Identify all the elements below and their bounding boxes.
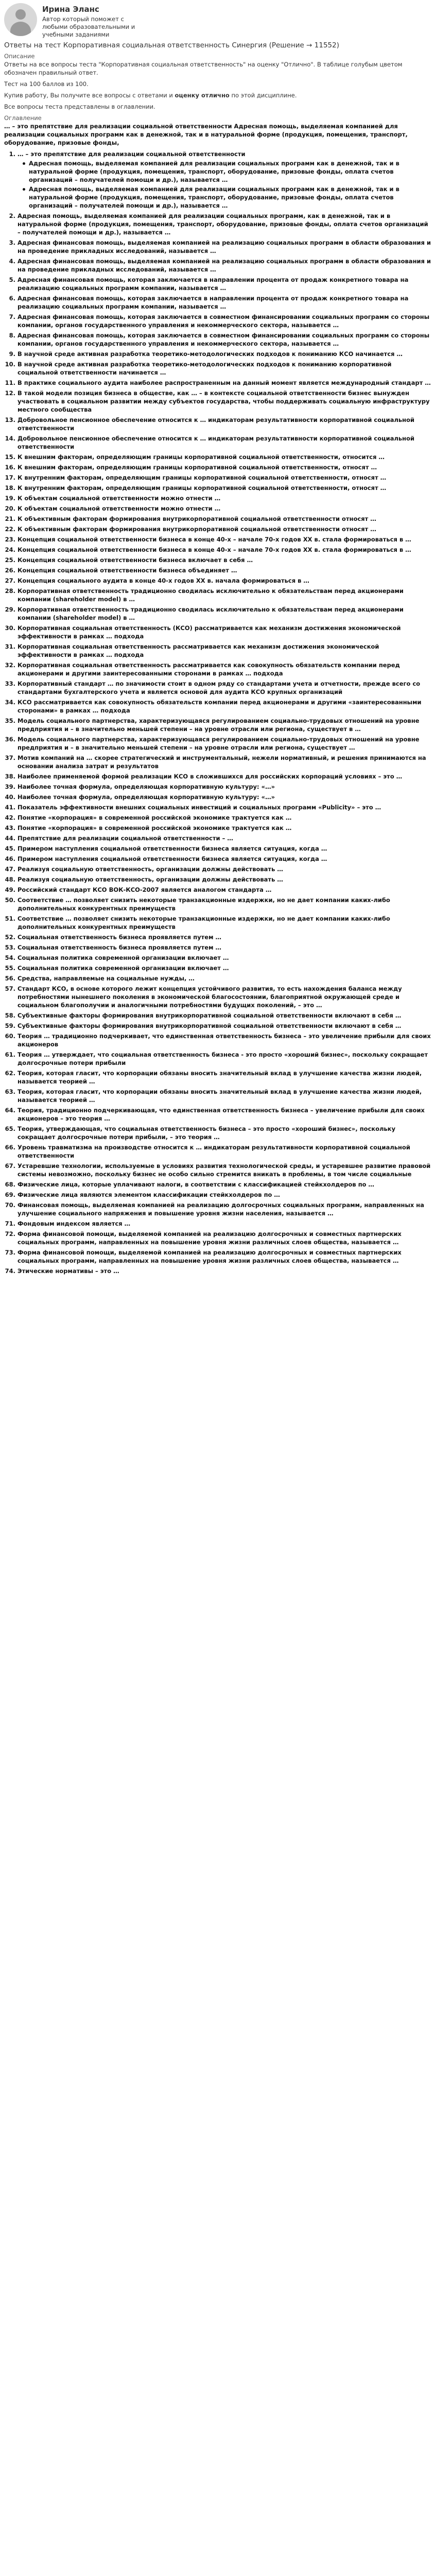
question-text: Адресная финансовая помощь, выделяемая компанией на реализацию социальных программ в области образования и на проведение прикладных исследований, называется … — [18, 258, 431, 273]
question-item[interactable] — [18, 434, 432, 451]
question-text: КСО рассматривается как совокупность обязательств компании перед акционерами и другими «заинтересованными сторонами» в рамках … подхода — [18, 699, 422, 714]
question-text: Физические лица, которые уплачивают налоги, в соответствии с классификацией стейкхолдеров по … — [18, 1181, 375, 1188]
question-item[interactable] — [18, 824, 432, 832]
question-text: Корпоративная ответственность традиционно сводилась исключительно к обязательствам перед акционерами компании (shareholder model) в … — [18, 587, 404, 603]
sub-question-item[interactable]: Адресная помощь, выделяемая компанией для реализации социальных программ как в денежной, так и в натуральной форме (продукция, помещения, транспорт, оборудование, призовые фонды, оплата счетов организаций – получателей помощи и др.), называется … — [29, 185, 432, 210]
question-item[interactable] — [18, 1106, 432, 1123]
page-title: Ответы на тест Корпоративная социальная ответственность Синергия (Решение → 11552) — [4, 41, 339, 49]
question-text: В научной среде активная разработка теоретико-методологических подходов к пониманию КСО начинается … — [18, 350, 403, 358]
question-text: Физические лица являются элементом классификации стейкхолдеров по … — [18, 1191, 280, 1198]
question-item[interactable] — [18, 1191, 432, 1199]
question-text: Теория … утверждает, что социальная ответственность бизнеса - это просто «хороший бизнес», поскольку сокращает долгосрочные потери прибыли — [18, 1051, 428, 1066]
question-item[interactable] — [18, 1125, 432, 1141]
question-item[interactable] — [18, 212, 432, 236]
question-item[interactable] — [18, 150, 432, 210]
author-name[interactable]: Ирина Эланс — [42, 5, 99, 14]
question-text: Форма финансовой помощи, выделяемой компанией на реализацию долгосрочных и совместных партнерских социальных программ, направленных на повышение уровня жизни различных слоев общества, называется … — [18, 1249, 402, 1264]
question-text: Субъективные факторы формирования внутрикорпоративной социальной ответственности включают в себя … — [18, 1012, 402, 1019]
question-text: Соответствие … позволяет снизить некоторые транзакционные издержки, но не дает компании каких-либо дополнительных конкурентных преимуществ — [18, 896, 390, 912]
question-text: В практике социального аудита наиболее распространенным на данный момент является международный стандарт … — [18, 379, 431, 386]
question-item[interactable] — [18, 735, 432, 752]
question-text: Наиболее точная формула, определяющая корпоративную культуру: «…» — [18, 783, 275, 790]
question-text: Концепция социальной ответственности бизнеса включает в себя … — [18, 556, 253, 564]
question-text: Форма финансовой помощи, выделяемой компанией на реализацию долгосрочных и совместных партнерских социальных программ, направленных на повышение уровня жизни различных слоев общества, называется … — [18, 1230, 402, 1246]
question-item[interactable] — [18, 239, 432, 255]
author-block — [4, 3, 432, 39]
question-item[interactable] — [18, 525, 432, 533]
question-item[interactable] — [18, 1162, 432, 1178]
question-text: Стандарт КСО, в основе которого лежит концепция устойчивого развития, то есть нахождения баланса между потребностями нынешнего поколения в экономической благосостоянии, благоприятной окружающей среде и социальном благополучии и аналогичными потребностями будущих поколений, – это … — [18, 985, 402, 1009]
author-tagline: Автор который поможет с любыми образовательными и учебными заданиями — [42, 15, 135, 38]
question-item[interactable] — [18, 680, 432, 696]
question-text: Корпоративная социальная ответственность рассматривается как механизм достижения экономической эффективности в рамках … подхода — [18, 643, 379, 658]
question-text: Примером наступления социальной ответственности бизнеса является ситуация, когда … — [18, 855, 327, 862]
question-item[interactable] — [18, 1248, 432, 1265]
question-text: Адресная финансовая помощь, которая заключается в направлении процента от продаж конкретного товара на реализацию социальных программ компании, называется … — [18, 295, 409, 310]
question-item[interactable] — [18, 276, 432, 292]
contents-label: Оглавление — [4, 114, 42, 122]
question-item[interactable] — [18, 954, 432, 962]
question-text: К объектам социальной ответственности можно отнести … — [18, 505, 221, 512]
question-text: Социальная политика современной организации включает … — [18, 954, 229, 961]
question-text: Теория, традиционно подчеркивающая, что единственная ответственность бизнеса – увеличение прибыли для своих акционеров – это теория … — [18, 1107, 425, 1122]
question-item[interactable] — [18, 313, 432, 329]
description-score: Тест на 100 баллов из 100. — [4, 80, 89, 88]
question-item[interactable] — [18, 698, 432, 715]
question-text: Уровень травматизма на производстве относится к … индикаторам результативности корпоративной социальной ответственности — [18, 1144, 410, 1159]
question-text: Социальная ответственность бизнеса проявляется путем … — [18, 944, 222, 951]
question-text: Адресная финансовая помощь, которая заключается в совместном финансировании социальных программ со стороны компании, органов государственного управления и некоммерческого сектора, называется … — [18, 313, 430, 329]
question-item[interactable] — [18, 754, 432, 770]
question-text: Устаревшие технологии, используемые в условиях развития технологической среды, и устаревшее развитие правовой системы невозможно, поскольку бизнес не особо сильно стремится вникать в проблемы, в том числе социальные — [18, 1162, 431, 1178]
question-item[interactable] — [18, 865, 432, 873]
question-text: Реализуя социальную ответственность, организации должны действовать … — [18, 876, 283, 883]
question-text: Модель социального партнерства, характеризующаяся регулированием социально-трудовых отношений на уровне предприятия и – в значительно меньшей степени – на уровне отрасли или региона, существует … — [18, 736, 420, 751]
question-item[interactable] — [18, 463, 432, 471]
question-text: Субъективные факторы формирования внутрикорпоративной социальной ответственности включают в себя … — [18, 1022, 402, 1029]
question-text: В такой модели позиция бизнеса в обществе, как … – в контексте социальной ответственности бизнес вынужден участвовать в социальном развитии между субъектов государства, чтобы поддерживать социальную инфраструктуру местного сообщества — [18, 389, 430, 413]
question-text: Фондовым индексом является … — [18, 1220, 131, 1227]
question-text: Корпоративная социальная ответственность рассматривается как совокупность обязательств компании перед акционерами и другими заинтересованными сторонами в рамках … подхода — [18, 662, 400, 677]
question-text: Корпоративный стандарт … по значимости стоит в одном ряду со стандартами учета и отчетности, прежде всего со стандартами бухгалтерского учета и является основой для аудита КСО крупных организаций — [18, 680, 421, 696]
question-item[interactable] — [18, 642, 432, 659]
question-item[interactable] — [18, 1219, 432, 1228]
question-text: Финансовая помощь, выделяемая компанией на реализацию долгосрочных социальных программ, направленных на улучшение социального напряжения и повышение уровня жизни населения, называется … — [18, 1201, 425, 1217]
question-item[interactable] — [18, 294, 432, 311]
question-text: Адресная финансовая помощь, которая заключается в совместном финансировании социальных программ со стороны компании, органов государственного управления и некоммерческого сектора, называется … — [18, 332, 430, 347]
question-item[interactable] — [18, 844, 432, 853]
question-text: Теория, которая гласит, что корпорации обязаны вносить значительный вклад в улучшение качества жизни людей, называется теорией … — [18, 1070, 422, 1085]
question-text: Добровольное пенсионное обеспечение относится к … индикаторам результативности корпоративной социальной ответственности — [18, 416, 415, 432]
question-text: К внутренним факторам, определяющим границы корпоративной социальной ответственности, относят … — [18, 484, 387, 492]
sub-question-list — [18, 159, 432, 210]
question-item[interactable] — [18, 484, 432, 492]
question-text: Средства, направляемые на социальные нужды, … — [18, 975, 195, 982]
question-item[interactable] — [18, 566, 432, 574]
description-purchase — [4, 91, 432, 99]
question-text: Реализуя социальную ответственность, организации должны действовать … — [18, 866, 283, 873]
question-item[interactable] — [18, 556, 432, 564]
question-item[interactable] — [18, 331, 432, 348]
question-item[interactable] — [18, 416, 432, 432]
question-item[interactable] — [18, 624, 432, 640]
question-item[interactable] — [18, 855, 432, 863]
question-item[interactable] — [18, 896, 432, 912]
question-text: Теория, утверждающая, что социальная ответственность бизнеса – это просто «хороший бизнес», поскольку сокращает долгосрочные потери прибыли, – это теория … — [18, 1125, 396, 1141]
question-text: К внутренним факторам, определяющим границы корпоративной социальной ответственности, относят … — [18, 474, 387, 481]
question-text: Этические нормативы – это … — [18, 1267, 119, 1275]
question-item[interactable] — [18, 793, 432, 801]
question-item[interactable] — [18, 257, 432, 274]
question-text: Адресная финансовая помощь, которая заключается в направлении процента от продаж конкретного товара на реализацию социальных программ компании, называется … — [18, 276, 409, 292]
question-item[interactable] — [18, 661, 432, 677]
question-item[interactable] — [18, 1050, 432, 1067]
question-text: К объективным факторам формирования внутрикорпоративной социальной ответственности относят … — [18, 515, 376, 522]
question-item[interactable] — [18, 772, 432, 781]
question-item[interactable] — [18, 605, 432, 622]
description-contents-note: Все вопросы теста представлены в оглавлении. — [4, 103, 155, 110]
question-text: Корпоративная социальная ответственность (КСО) рассматривается как механизм достижения экономической эффективности в рамках … подхода — [18, 624, 401, 640]
sub-question-item[interactable]: Адресная помощь, выделяемая компанией для реализации социальных программ как в денежной, так и в натуральной форме (продукция, помещения, транспорт, оборудование, призовые фонды, оплата счетов организаций – получателей помощи и др.), называется … — [29, 159, 432, 184]
question-text: Социальная ответственность бизнеса проявляется путем … — [18, 934, 222, 941]
question-text: В научной среде активная разработка теоретико-методологических подходов к пониманию корпоративной социальной ответственности начинается … — [18, 361, 392, 376]
question-text: Наиболее применяемой формой реализации КСО в сложившихся для российских корпораций условиях – это … — [18, 773, 403, 780]
question-text: Адресная помощь, выделяемая компанией для реализации социальных программ, как в денежной, так и в натуральной форме (продукция, помещения, транспорт, оборудование, призовые фонды, оплата счетов организаций – получателей помощи и др.), называется … — [18, 212, 428, 236]
description-text: Ответы на все вопросы теста "Корпоративная социальная ответственность" на оценку "Отлично". В таблице голубым цветом обозначен правильный ответ. — [4, 61, 403, 76]
question-text: Концепция социальной ответственности бизнеса объединяет … — [18, 567, 237, 574]
author-info — [42, 3, 150, 39]
question-text: Модель социального партнерства, характеризующаяся регулированием социально-трудовых отношений на уровне предприятия и – в значительно меньшей степени – на уровне отрасли или региона, существует в … — [18, 717, 420, 733]
question-item[interactable] — [18, 943, 432, 952]
question-item[interactable] — [18, 834, 432, 842]
question-item[interactable] — [18, 350, 432, 358]
question-text: Наиболее точная формула, определяющая корпоративную культуру: «…» — [18, 793, 275, 801]
question-item[interactable] — [18, 535, 432, 544]
question-text: … – это препятствие для реализации социальной ответственности — [18, 150, 246, 158]
question-item[interactable] — [18, 1230, 432, 1246]
question-text: Препятствие для реализации социальной ответственности – … — [18, 835, 233, 842]
question-item[interactable] — [18, 515, 432, 523]
question-text: Концепция социального аудита в конце 40-х годов XX в. начала формироваться в … — [18, 577, 309, 584]
question-text: Концепция социальной ответственности бизнеса в конце 40-х – начале 70-х годов XX в. стала формироваться в … — [18, 546, 411, 553]
avatar-body-shape — [10, 22, 31, 36]
question-item[interactable] — [18, 1267, 432, 1275]
question-text: К внешним факторам, определяющим границы корпоративной социальной ответственности, относят … — [18, 464, 377, 471]
question-item[interactable] — [18, 494, 432, 502]
question-text: К объективным факторам формирования внутрикорпоративной социальной ответственности относят … — [18, 526, 376, 533]
purchase-text-end: по этой дисциплине. — [229, 92, 297, 99]
question-text: Социальная политика современной организации включает … — [18, 964, 229, 972]
question-item[interactable] — [18, 964, 432, 972]
question-text: Добровольное пенсионное обеспечение относится к … индикаторам результативности корпоративной социальной ответственности — [18, 435, 415, 450]
question-text: Российский стандарт КСО ВОК-КСО-2007 является аналогом стандарта … — [18, 886, 272, 893]
description-label: Описание — [4, 53, 35, 60]
question-item[interactable] — [18, 587, 432, 603]
question-item[interactable] — [18, 974, 432, 982]
question-item[interactable] — [18, 504, 432, 513]
question-text: Понятие «корпорация» в современной российской экономике трактуется как … — [18, 814, 292, 821]
question-item[interactable] — [18, 717, 432, 733]
question-item[interactable] — [18, 1032, 432, 1048]
question-item[interactable] — [18, 933, 432, 941]
question-item[interactable] — [18, 1069, 432, 1086]
question-item[interactable] — [18, 875, 432, 884]
question-item[interactable] — [18, 1143, 432, 1160]
question-item[interactable] — [18, 914, 432, 931]
question-text: Теория … традиционно подчеркивает, что единственная ответственность бизнеса – это увеличение прибыли для своих акционеров — [18, 1032, 431, 1048]
question-item[interactable] — [18, 473, 432, 482]
question-text: К внешним факторам, определяющим границы корпоративной социальной ответственности, относится … — [18, 453, 385, 461]
question-item[interactable] — [18, 1088, 432, 1104]
question-text: Соответствие … позволяет снизить некоторые транзакционные издержки, но не дает компании каких-либо дополнительных конкурентных преимуществ — [18, 915, 390, 930]
question-item[interactable] — [18, 985, 432, 1009]
question-text: Концепция социальной ответственности бизнеса в конце 40-х – начале 70-х годов XX в. стала формироваться в … — [18, 536, 411, 543]
question-item[interactable] — [18, 379, 432, 387]
avatar[interactable] — [4, 3, 37, 36]
question-text: Мотив компаний на … скорее стратегический и инструментальный, нежели нормативный, и решения принимаются на основании анализа затрат и результатов — [18, 754, 426, 770]
question-item[interactable] — [18, 803, 432, 811]
question-item[interactable] — [18, 453, 432, 461]
question-item[interactable] — [18, 783, 432, 791]
question-item[interactable] — [18, 886, 432, 894]
question-list — [4, 150, 432, 1275]
question-text: Показатель эффективности внешних социальных инвестиций и социальных программ «Publicity» – это … — [18, 804, 381, 811]
question-item[interactable] — [18, 1201, 432, 1217]
avatar-head-shape — [15, 9, 26, 20]
question-text: Понятие «корпорация» в современной российской экономике трактуется как … — [18, 824, 292, 832]
question-item[interactable] — [18, 814, 432, 822]
question-text: Примером наступления социальной ответственности бизнеса является ситуация, когда … — [18, 845, 327, 852]
page — [0, 0, 436, 1282]
purchase-text-bold: оценку отлично — [175, 92, 230, 99]
question-item[interactable] — [18, 1011, 432, 1020]
question-item[interactable] — [18, 1180, 432, 1189]
purchase-text-start: Купив работу, Вы получите все вопросы с ответами и — [4, 92, 175, 99]
question-text: К объектам социальной ответственности можно отнести … — [18, 495, 221, 502]
question-item[interactable] — [18, 389, 432, 414]
question-item[interactable] — [18, 577, 432, 585]
question-text: Адресная финансовая помощь, выделяемая компанией на реализацию социальных программ в области образования и на проведение прикладных исследований, называется … — [18, 239, 431, 255]
question-item[interactable] — [18, 360, 432, 377]
question-text: Теория, которая гласит, что корпорации обязаны вносить значительный вклад в улучшение качества жизни людей, называется теорией … — [18, 1088, 422, 1104]
question-item[interactable] — [18, 546, 432, 554]
question-text: Корпоративная ответственность традиционно сводилась исключительно к обязательствам перед акционерами компании (shareholder model) в … — [18, 606, 404, 621]
question-item[interactable] — [18, 1022, 432, 1030]
contents-intro: … – это препятствие для реализации социальной ответственности Адресная помощь, выделяемая компанией для реализации социальных программ как в денежной, так и в натуральной форме (продукция, помещения, транспорт, оборудование, призовые фонды, — [4, 123, 408, 146]
